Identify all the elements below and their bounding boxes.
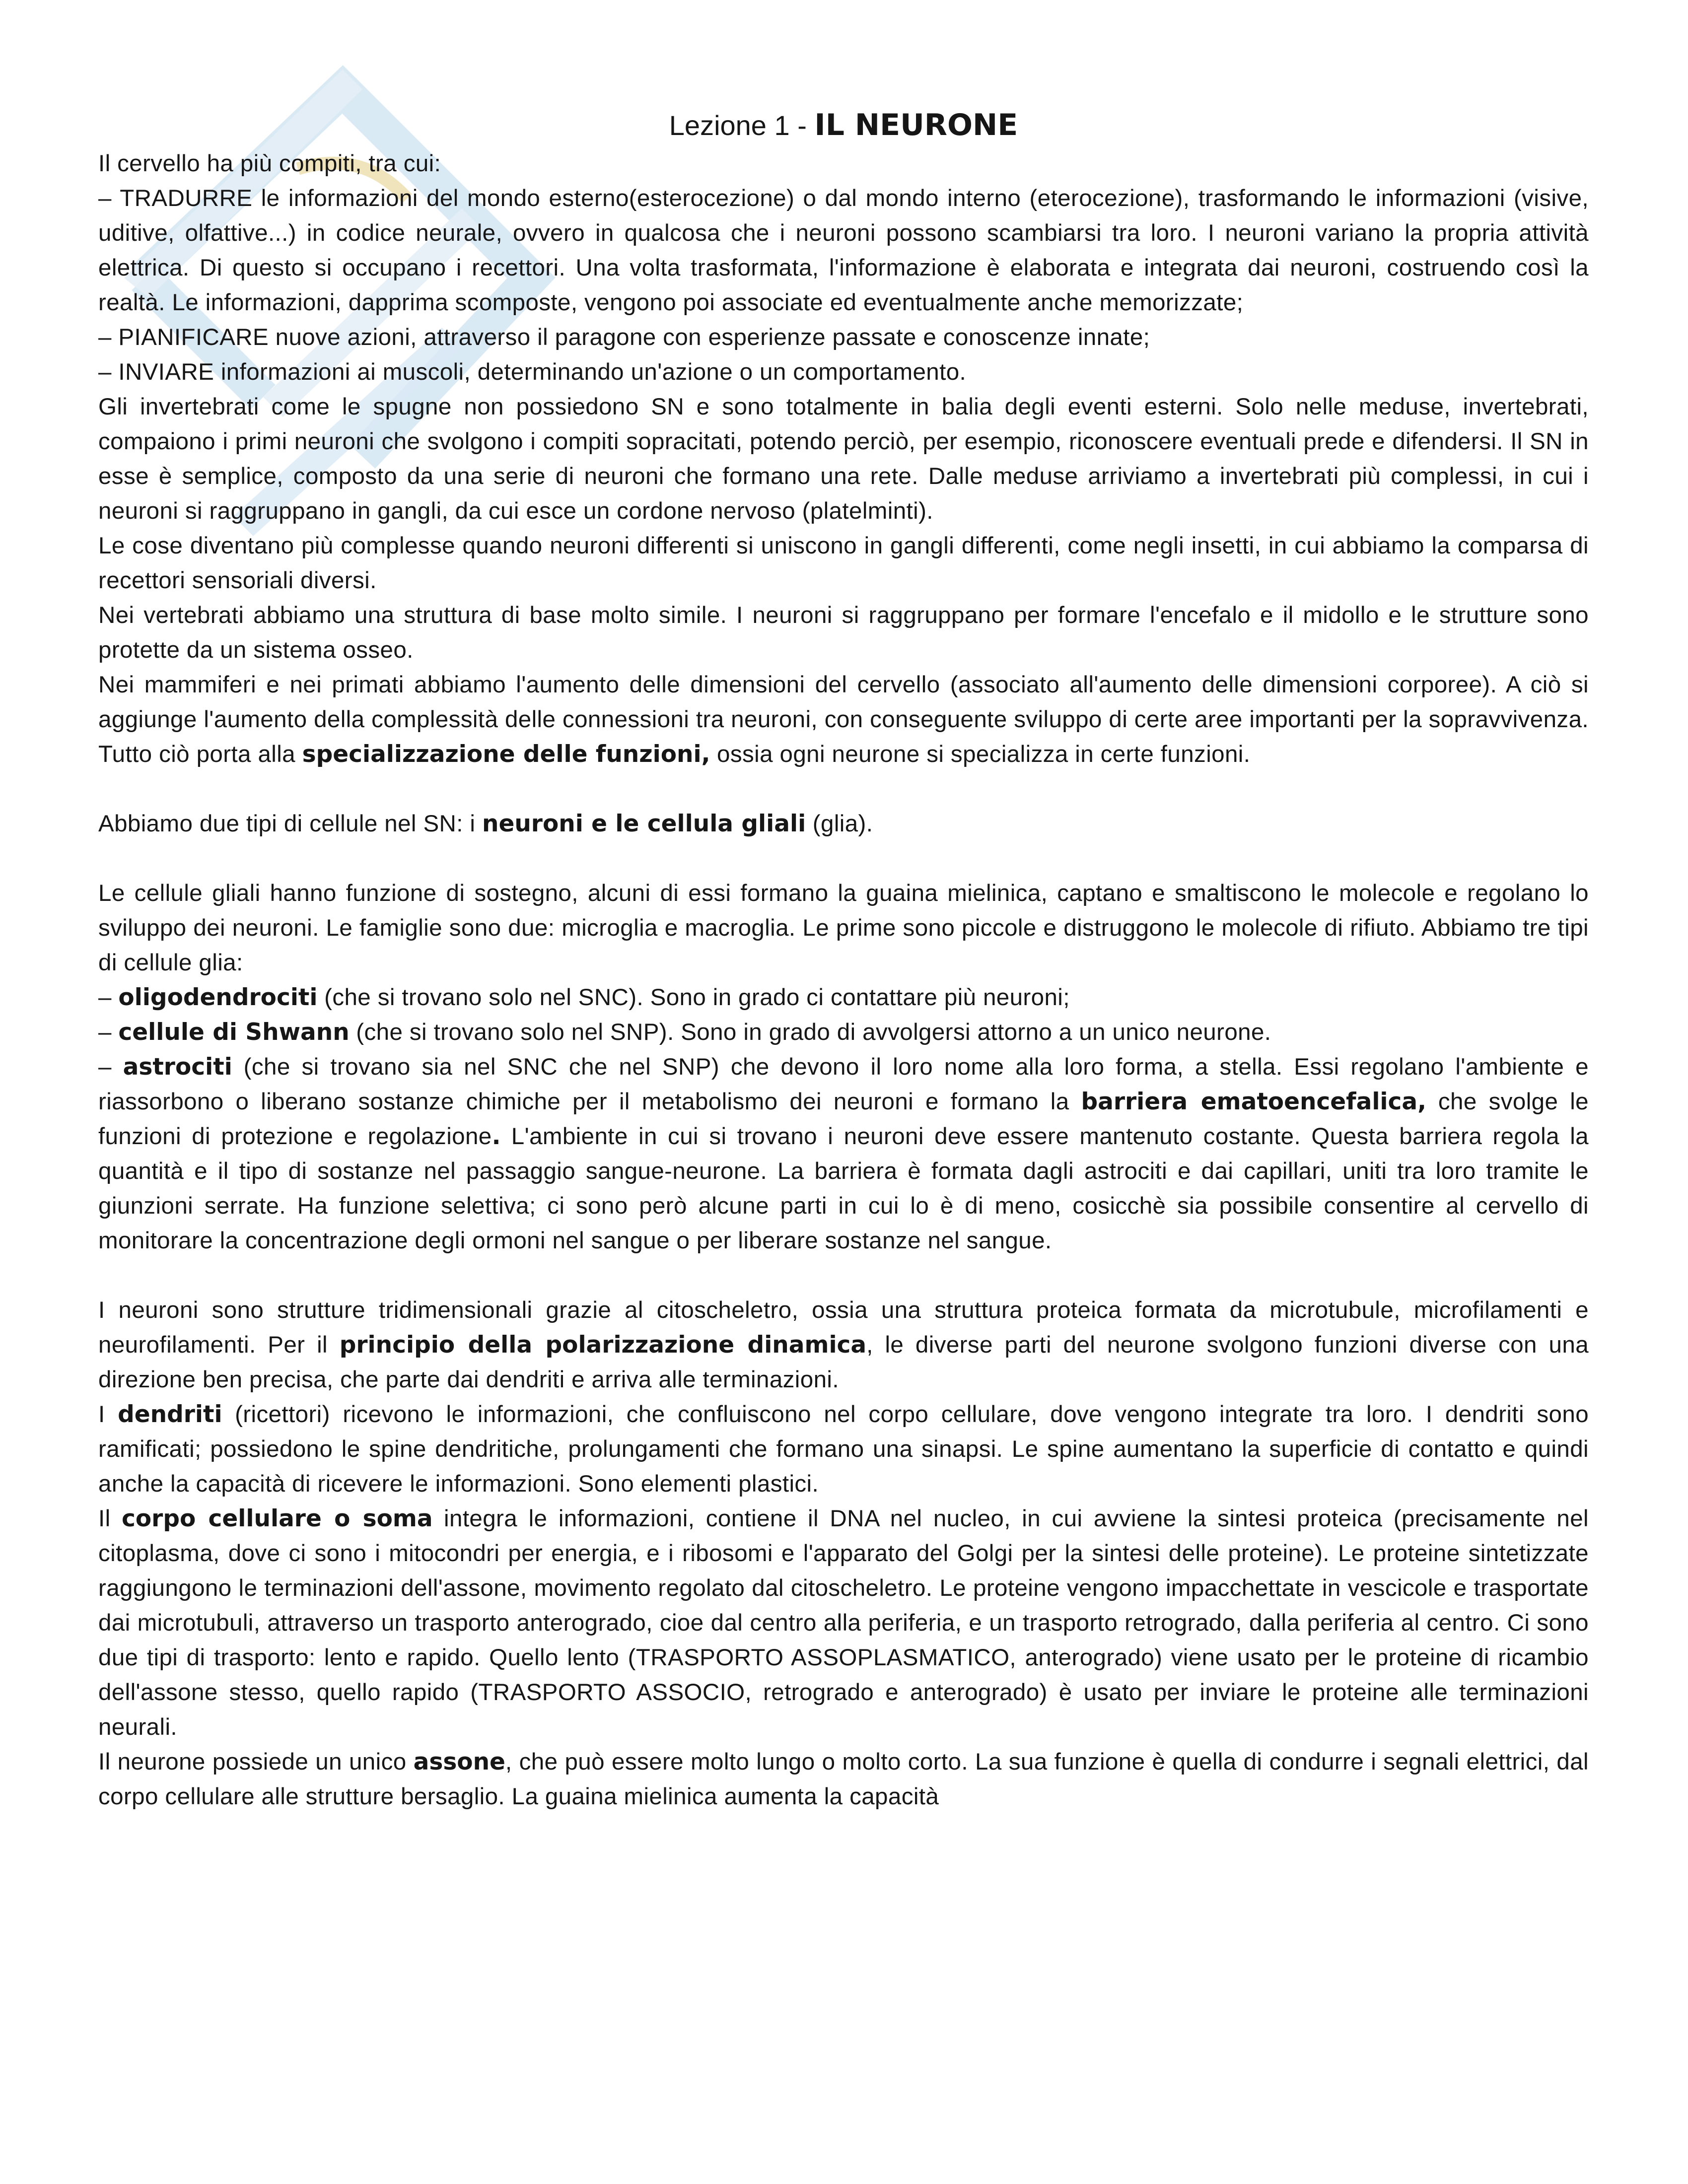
dash: –	[98, 1054, 123, 1080]
paragraph-assone	[98, 1745, 1589, 1814]
item-astrociti	[98, 1050, 1589, 1258]
bold-term: corpo cellulare o soma	[122, 1505, 433, 1532]
text-span: I	[98, 1401, 118, 1428]
bold-term: astrociti	[123, 1053, 232, 1081]
task-inviare: – INVIARE informazioni ai muscoli, determinando un'azione o un comportamento.	[98, 359, 967, 385]
title-bold: IL NEURONE	[814, 108, 1018, 142]
paragraph-soma	[98, 1502, 1589, 1745]
paragraph-tipi-cellule	[98, 807, 1589, 841]
bold-term: principio della polarizzazione dinamica	[339, 1331, 867, 1359]
title-prefix: Lezione 1 -	[669, 110, 815, 141]
paragraph-mammiferi	[98, 668, 1589, 772]
intro-line: Il cervello ha più compiti, tra cui:	[98, 150, 441, 177]
bold-dot: .	[492, 1123, 501, 1150]
text-span: L'ambiente in cui si trovano i neuroni deve essere mantenuto costante. Questa barriera regola la quantità e il tipo di sostanze nel passaggio sangue-neurone. La barriera è formata dagli astrociti e dai capillari, uniti tra loro tramite le giunzioni serrate. Ha funzione selettiva; ci sono però alcune parti in cui lo è di meno, cosicchè sia possibile consentire al cervello di monitorare la concentrazione degli ormoni nel sangue o per liberare sostanze nel sangue.	[98, 1123, 1589, 1254]
paragraph-dendriti	[98, 1397, 1589, 1502]
text-span: , che può essere molto lungo o molto corto. La sua funzione è quella di condurre i segnali elettrici, dal corpo cellulare alle strutture bersaglio. La guaina mielinica aumenta la capacità	[98, 1749, 1589, 1810]
text-span: (che si trovano sia nel SNC che nel SNP) che devono il loro nome alla loro forma, a stella. Essi regolano l'ambiente e riassorbono o liberano sostanze chimiche per il metabolismo dei neuroni e formano la	[98, 1054, 1589, 1115]
item-shwann	[98, 1015, 1589, 1050]
paragraph-glia: Le cellule gliali hanno funzione di sostegno, alcuni di essi formano la guaina mielinica, captano e smaltiscono le molecole e regolano lo sviluppo dei neuroni. Le famiglie sono due: microglia e macroglia. Le prime sono piccole e distruggono le molecole di rifiuto. Abbiamo tre tipi di cellule glia:	[98, 880, 1589, 976]
task-pianificare: – PIANIFICARE nuove azioni, attraverso il paragone con esperienze passate e conoscenze innate;	[98, 324, 1150, 350]
text-span: , le diverse parti del neurone svolgono funzioni diverse con una direzione ben precisa, che parte dai dendriti e arriva alle terminazioni.	[98, 1332, 1589, 1393]
text-span: integra le informazioni, contiene il DNA nel nucleo, in cui avviene la sintesi proteica (precisamente nel citoplasma, dove ci sono i mitocondri per energia, e i ribosomi e l'apparato del Golgi per la sintesi delle proteine). Le proteine sintetizzate raggiungono le terminazioni dell'assone, movimento regolato dal citoscheletro. Le proteine vengono impacchettate in vescicole e trasportate dai microtubuli, attraverso un trasporto anterogrado, cioe dal centro alla periferia, e un trasporto retrogrado, dalla periferia al centro. Ci sono due tipi di trasporto: lento e rapido. Quello lento (TRASPORTO ASSOPLASMATICO, anterogrado) viene usato per le proteine di ricambio dell'assone stesso, quello rapido (TRASPORTO ASSOCIO, retrogrado e anterogrado) è usato per inviare le proteine alle terminazioni neurali.	[98, 1505, 1589, 1740]
dash: –	[98, 984, 119, 1011]
page-title	[98, 104, 1589, 146]
bold-term: cellule di Shwann	[118, 1019, 350, 1046]
text-span: che svolge le funzioni di protezione e regolazione	[98, 1089, 1589, 1150]
text-span: Nei mammiferi e nei primati abbiamo l'aumento delle dimensioni del cervello (associato all'aumento delle dimensioni corporee). A ciò si aggiunge l'aumento della complessità delle connessioni tra neuroni, con conseguente sviluppo di certe aree importanti per la sopravvivenza. Tutto ciò porta alla	[98, 672, 1589, 767]
text-span: (che si trovano solo nel SNP). Sono in grado di avvolgersi attorno a un unico neurone.	[349, 1019, 1271, 1045]
text-span: ossia ogni neurone si specializza in certe funzioni.	[710, 741, 1251, 767]
document-page	[98, 104, 1589, 1814]
bold-term: barriera ematoencefalica,	[1081, 1088, 1426, 1115]
item-oligodendrociti	[98, 980, 1589, 1015]
text-span: (glia).	[806, 811, 873, 837]
bold-term: dendriti	[118, 1401, 222, 1428]
text-span: Il	[98, 1505, 122, 1532]
bold-term: neuroni e le cellula gliali	[482, 810, 806, 837]
text-span: Il neurone possiede un unico	[98, 1749, 414, 1775]
bold-term: specializzazione delle funzioni,	[302, 741, 710, 768]
text-span: Abbiamo due tipi di cellule nel SN: i	[98, 811, 482, 837]
paragraph-citoscheletro	[98, 1293, 1589, 1397]
paragraph-gangli: Le cose diventano più complesse quando neuroni differenti si uniscono in gangli differenti, come negli insetti, in cui abbiamo la comparsa di recettori sensoriali diversi.	[98, 533, 1589, 594]
paragraph-invertebrati: Gli invertebrati come le spugne non possiedono SN e sono totalmente in balia degli eventi esterni. Solo nelle meduse, invertebrati, compaiono i primi neuroni che svolgono i compiti sopracitati, potendo perciò, per esempio, riconoscere eventuali prede e difendersi. Il SN in esse è semplice, composto da una serie di neuroni che formano una rete. Dalle meduse arriviamo a invertebrati più complessi, in cui i neuroni si raggruppano in gangli, da cui esce un cordone nervoso (platelminti).	[98, 394, 1589, 524]
paragraph-vertebrati: Nei vertebrati abbiamo una struttura di base molto simile. I neuroni si raggruppano per formare l'encefalo e il midollo e le strutture sono protette da un sistema osseo.	[98, 602, 1589, 663]
dash: –	[98, 1019, 119, 1045]
bold-term: assone	[413, 1748, 505, 1775]
text-span: I neuroni sono strutture tridimensionali grazie al citoscheletro, ossia una struttura proteica formata da microtubule, microfilamenti e neurofilamenti. Per il	[98, 1297, 1589, 1358]
text-span: (ricettori) ricevono le informazioni, che confluiscono nel corpo cellulare, dove vengono integrate tra loro. I dendriti sono ramificati; possiedono le spine dendritiche, prolungamenti che formano una sinapsi. Le spine aumentano la superficie di contatto e quindi anche la capacità di ricevere le informazioni. Sono elementi plastici.	[98, 1401, 1589, 1497]
task-tradurre: – TRADURRE le informazioni del mondo esterno(esterocezione) o dal mondo interno (eterocezione), trasformando le informazioni (visive, uditive, olfattive...) in codice neurale, ovvero in qualcosa che i neuroni possono scambiarsi tra loro. I neuroni variano la propria attività elettrica. Di questo si occupano i recettori. Una volta trasformata, l'informazione è elaborata e integrata dai neuroni, costruendo così la realtà. Le informazioni, dapprima scomposte, vengono poi associate ed eventualmente anche memorizzate;	[98, 185, 1589, 316]
text-span: (che si trovano solo nel SNC). Sono in grado ci contattare più neuroni;	[317, 984, 1070, 1011]
bold-term: oligodendrociti	[118, 984, 318, 1011]
